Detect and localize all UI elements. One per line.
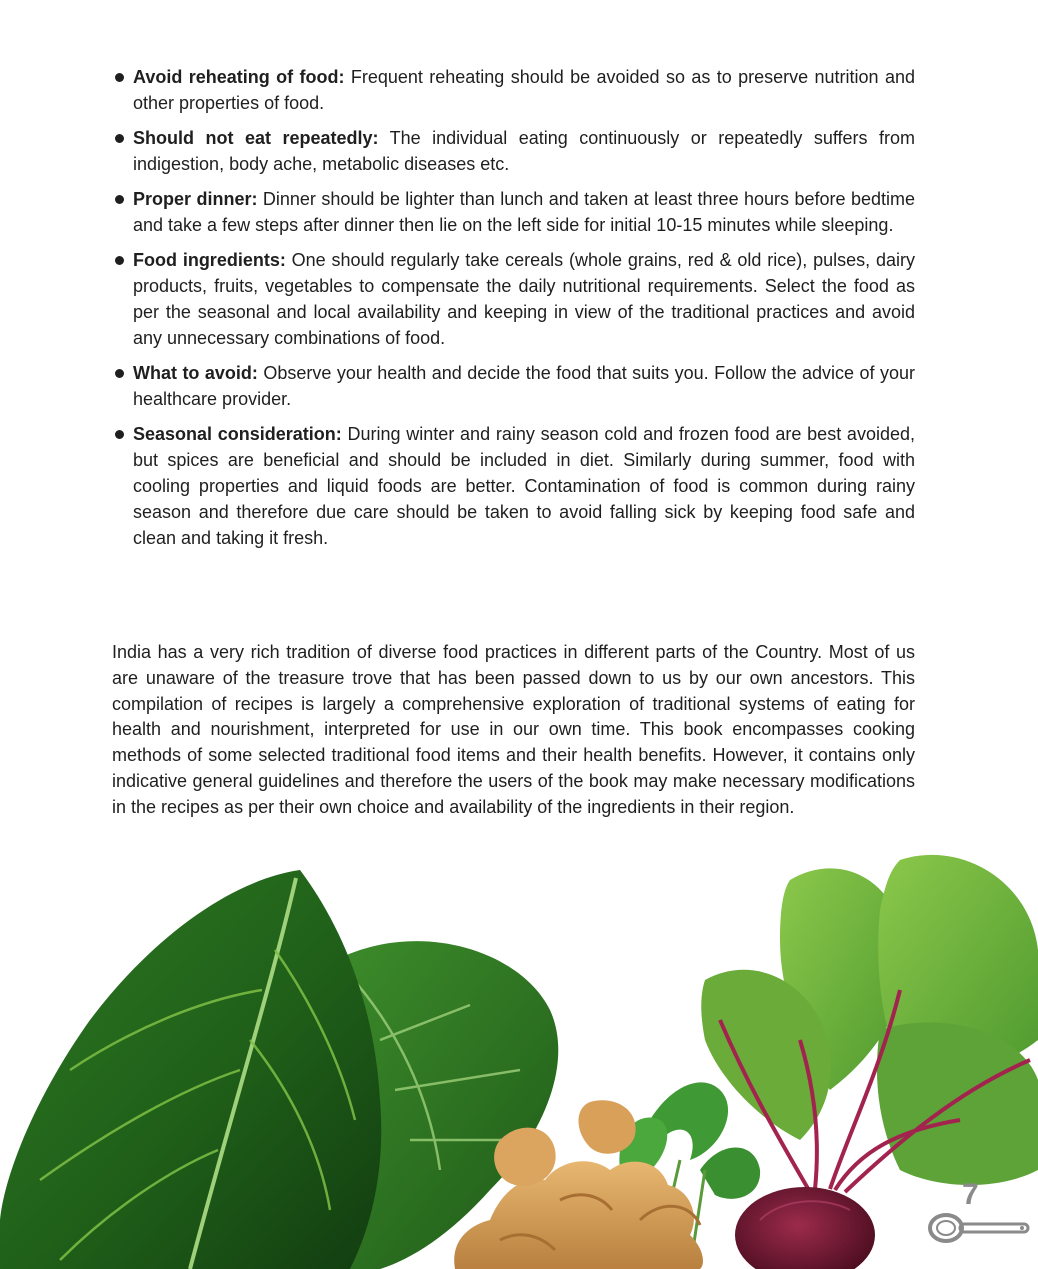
bullet-dot [115, 369, 124, 378]
colocasia-leaf-front [0, 870, 381, 1269]
bullet-title: Should not eat repeatedly: [133, 128, 379, 148]
bullet-text: One should regularly take cereals (whole grains, red & old rice), pulses, dairy products, fruits, vegetables to compensate the daily nutritional requirements. Select the food as per the seasonal and local availability and keeping in view of the traditional practices and avoid any unnecessary combinations of food. [133, 250, 915, 348]
bullet-text: Frequent reheating should be avoided so as to preserve nutrition and other properties of food. [133, 67, 915, 113]
bullet-title: Proper dinner: [133, 189, 258, 209]
bullet-title: What to avoid: [133, 363, 258, 383]
bullet-dot [115, 256, 124, 265]
bullet-item-avoid [112, 360, 915, 412]
bullet-title: Avoid reheating of food: [133, 67, 345, 87]
guideline-list [112, 64, 915, 560]
bullet-text: During winter and rainy season cold and frozen food are best avoided, but spices are beneficial and should be included in diet. Similarly during summer, food with cooling properties and liquid foods are better. Contamination of food is common during rainy season and therefore due care should be taken to avoid falling sick by keeping food safe and clean and taking it fresh. [133, 424, 915, 548]
page-number: 7 [962, 1178, 979, 1211]
bullet-dot [115, 73, 124, 82]
bullet-text: The individual eating continuously or repeatedly suffers from indigestion, body ache, metabolic diseases etc. [133, 128, 915, 174]
bullet-dot [115, 195, 124, 204]
bullet-title: Seasonal consideration: [133, 424, 342, 444]
bullet-item-dinner [112, 186, 915, 238]
bullet-dot [115, 430, 124, 439]
bullet-item-ingredients [112, 247, 915, 351]
vegetables-illustration [0, 840, 1038, 1269]
bullet-title: Food ingredients: [133, 250, 286, 270]
intro-paragraph: India has a very rich tradition of diverse food practices in different parts of the Country. Most of us are unaware of the treasure trove that has been passed down to us by our own ancestors. This compilation of recipes is largely a comprehensive exploration of traditional systems of eating for health and nourishment, interpreted for use in our own time. This book encompasses cooking methods of some selected traditional food items and their health benefits. However, it contains only indicative general guidelines and therefore the users of the book may make necessary modifications in the recipes as per their own choice and availability of the ingredients in their region. [112, 642, 915, 817]
beetroot [701, 855, 1038, 1269]
bullet-item-seasonal [112, 421, 915, 551]
bullet-text: Dinner should be lighter than lunch and taken at least three hours before bedtime and take a few steps after dinner then lie on the left side for initial 10-15 minutes while sleeping. [133, 189, 915, 235]
bullet-text: Observe your health and decide the food that suits you. Follow the advice of your healthcare provider. [133, 363, 915, 409]
spoon-icon [924, 1208, 1032, 1248]
bullet-item-repeated-eating [112, 125, 915, 177]
bullet-item-reheating [112, 64, 915, 116]
bullet-dot [115, 134, 124, 143]
